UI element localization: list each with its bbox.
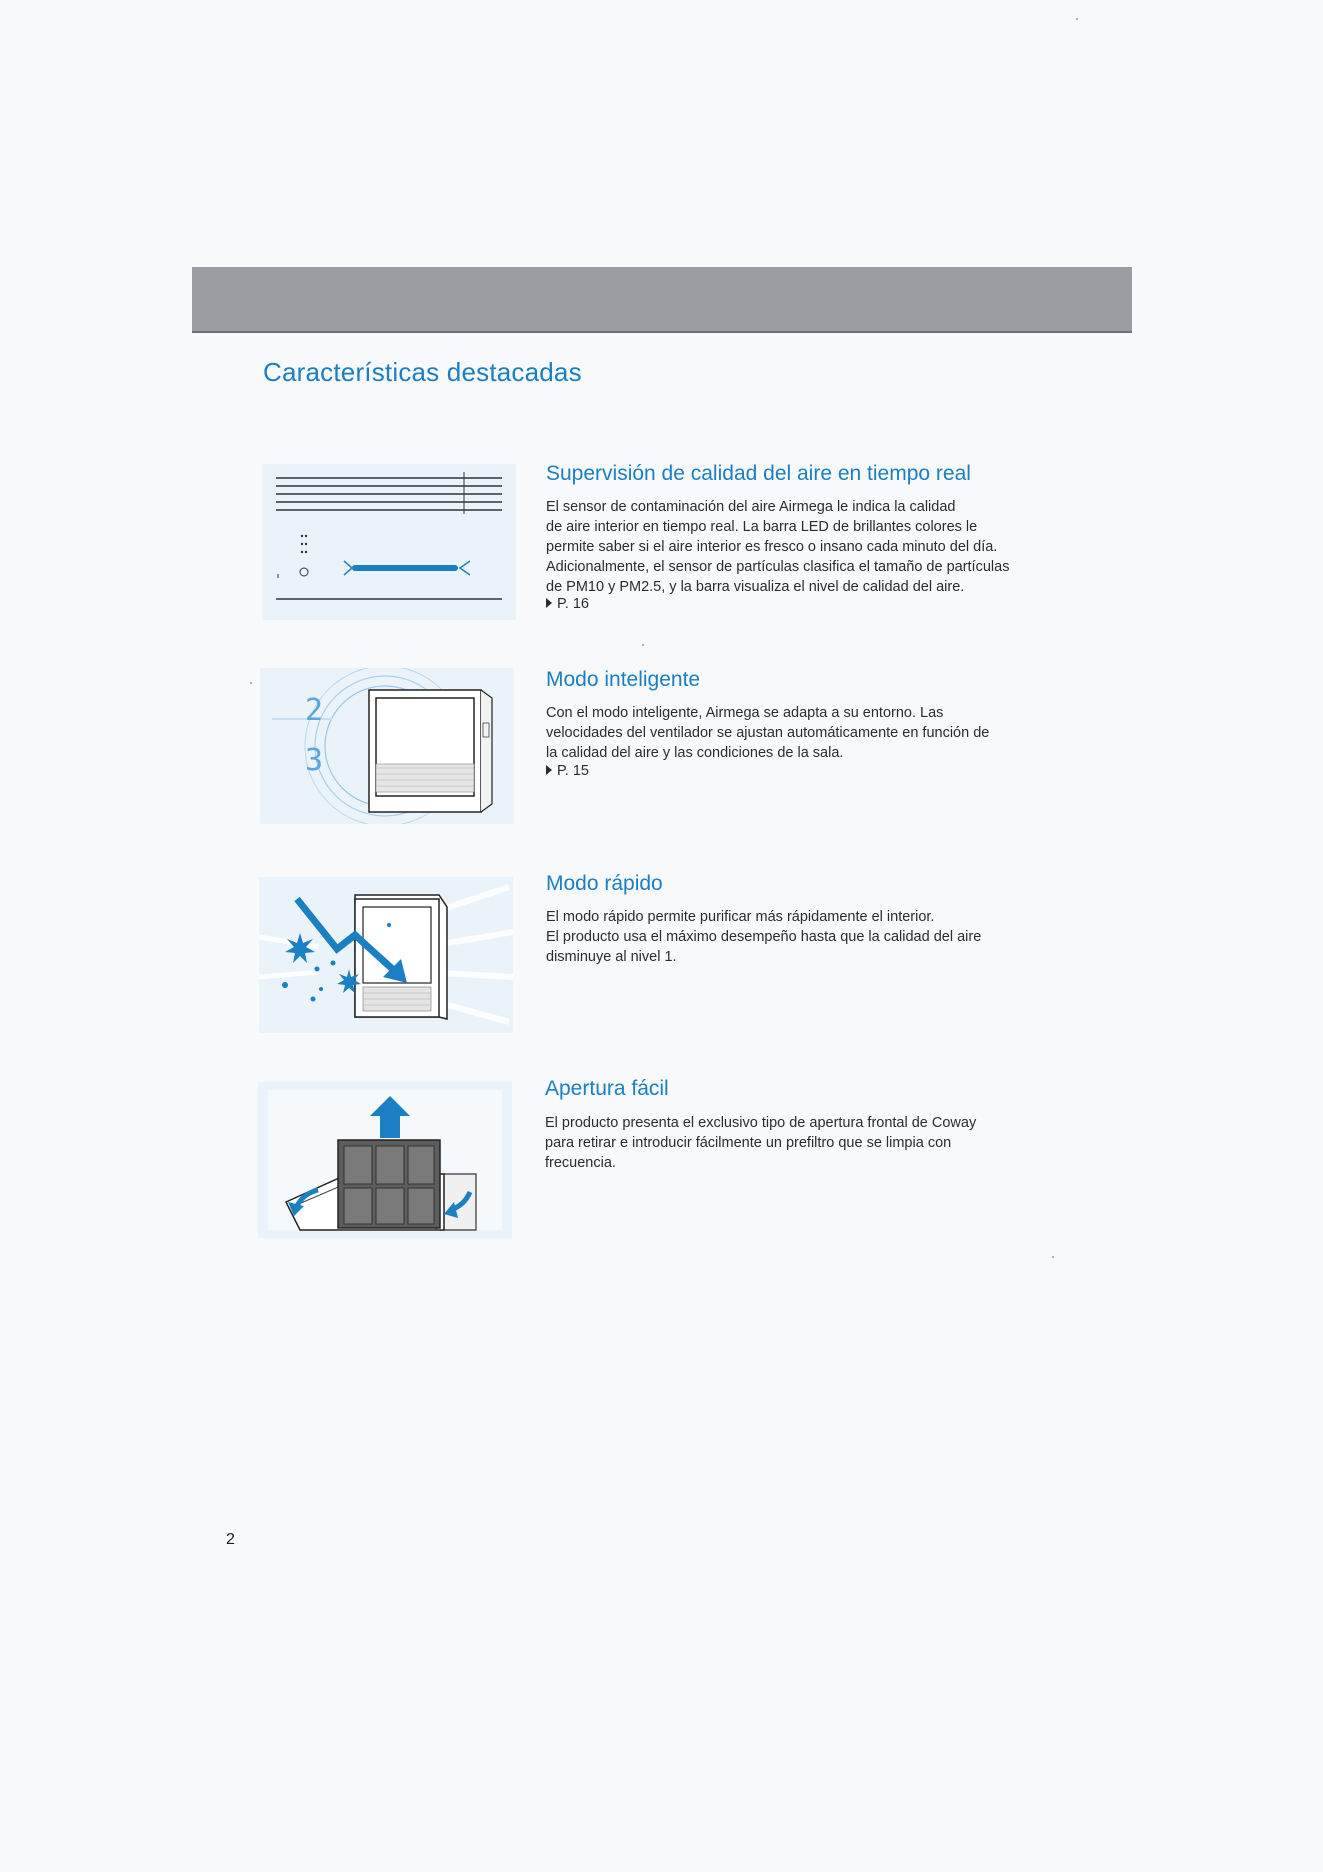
- feature-body-easy-open: [545, 1113, 1045, 1173]
- body-line: velocidades del ventilador se ajustan automáticamente en función de: [546, 725, 990, 741]
- body-line: Con el modo inteligente, Airmega se adapta a su entorno. Las: [546, 705, 944, 721]
- body-line: Adicionalmente, el sensor de partículas clasifica el tamaño de partículas: [546, 559, 1010, 575]
- body-line: frecuencia.: [545, 1155, 616, 1171]
- page-title: Características destacadas: [263, 357, 582, 387]
- feature-body-rapid-mode: [546, 907, 1046, 967]
- scan-speck: [250, 682, 252, 684]
- page-reference-smart-mode[interactable]: P. 15: [546, 763, 589, 779]
- smart-mode-purifier-illustration: [260, 668, 514, 824]
- header-band: [192, 267, 1132, 333]
- feature-body-supervision: [546, 497, 1042, 597]
- body-line: de PM10 y PM2.5, y la barra visualiza el nivel de calidad del aire.: [546, 579, 965, 595]
- feature-title-supervision: Supervisión de calidad del aire en tiempo real: [546, 462, 971, 485]
- easy-open-prefilter-illustration: [258, 1082, 512, 1238]
- body-line: la calidad del aire y las condiciones de la sala.: [546, 745, 844, 761]
- arrow-right-icon: [546, 765, 552, 775]
- page-number: 2: [226, 1531, 235, 1548]
- scan-speck: [1076, 18, 1078, 20]
- body-line: de aire interior en tiempo real. La barra LED de brillantes colores le: [546, 519, 978, 535]
- feature-body-smart-mode: [546, 703, 1046, 763]
- body-line: El sensor de contaminación del aire Airmega le indica la calidad: [546, 499, 956, 515]
- page-reference-supervision[interactable]: P. 16: [546, 596, 589, 612]
- feature-title-rapid-mode: Modo rápido: [546, 872, 663, 895]
- body-line: El producto usa el máximo desempeño hasta que la calidad del aire: [546, 929, 982, 945]
- body-line: permite saber si el aire interior es fresco o insano cada minuto del día.: [546, 539, 998, 555]
- scan-speck: [642, 644, 644, 646]
- scan-speck: [1052, 1256, 1054, 1258]
- body-line: disminuye al nivel 1.: [546, 949, 677, 965]
- led-bar-panel-illustration: [262, 464, 516, 620]
- feature-title-smart-mode: Modo inteligente: [546, 668, 701, 691]
- body-line: El producto presenta el exclusivo tipo de apertura frontal de Coway: [545, 1115, 977, 1131]
- illustration-digit: 2: [305, 693, 324, 728]
- feature-title-easy-open: Apertura fácil: [545, 1077, 669, 1100]
- body-line: para retirar e introducir fácilmente un prefiltro que se limpia con: [545, 1135, 952, 1151]
- arrow-right-icon: [546, 598, 552, 608]
- rapid-mode-purifier-illustration: [259, 877, 513, 1033]
- illustration-digit: 3: [305, 743, 324, 778]
- body-line: El modo rápido permite purificar más rápidamente el interior.: [546, 909, 935, 925]
